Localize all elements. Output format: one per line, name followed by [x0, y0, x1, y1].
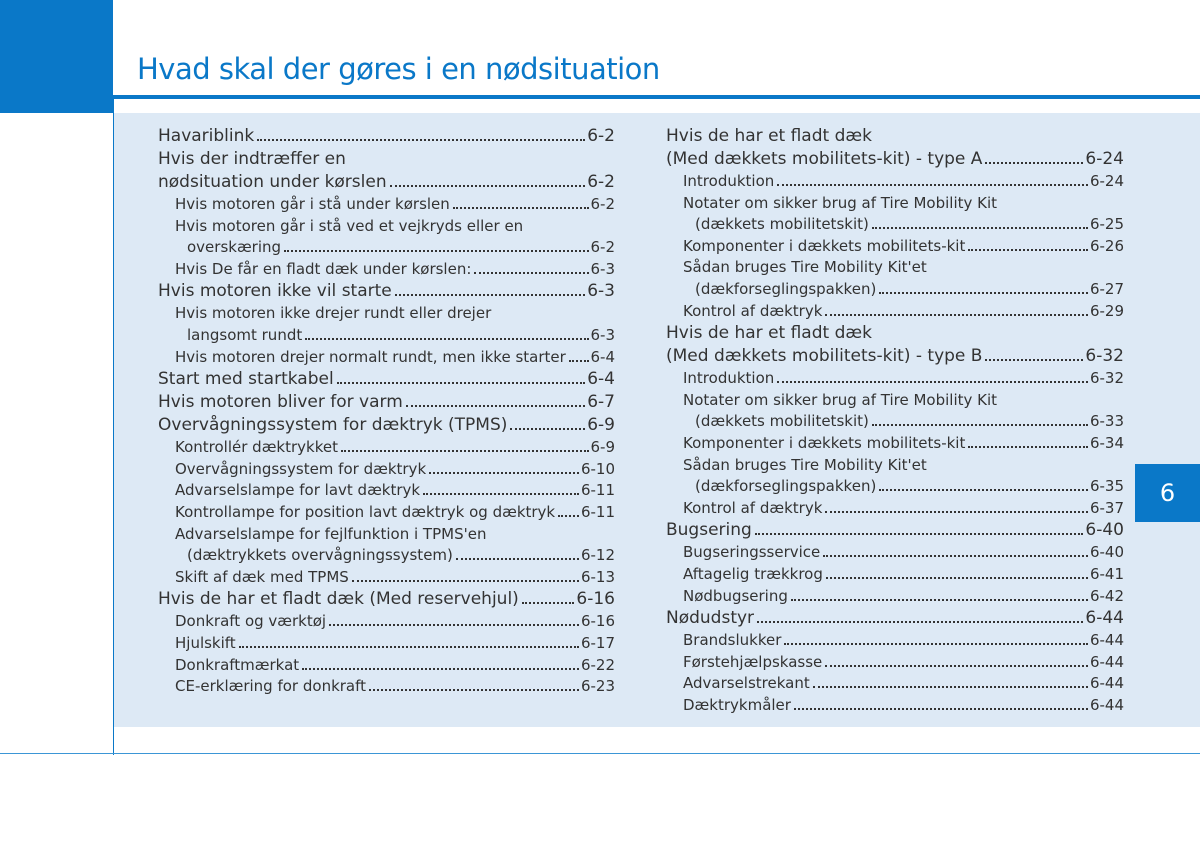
dot-leader — [968, 446, 1088, 448]
dot-leader — [755, 533, 1084, 535]
dot-leader — [429, 472, 579, 474]
dot-leader — [813, 686, 1088, 688]
chapter-tab[interactable]: 6 — [1135, 464, 1200, 522]
toc-page-number: 6-11 — [580, 481, 615, 500]
toc-entry[interactable] — [666, 148, 1124, 171]
dot-leader — [558, 515, 579, 517]
dot-leader — [510, 428, 585, 430]
dot-leader — [825, 314, 1088, 316]
toc-page-number: 6-44 — [1089, 631, 1124, 650]
title-underline — [113, 95, 1200, 99]
dot-leader — [284, 250, 588, 252]
dot-leader — [784, 643, 1088, 645]
toc-left-column — [158, 125, 615, 698]
toc-entry[interactable] — [158, 676, 615, 698]
toc-entry[interactable] — [666, 630, 1124, 652]
dot-leader — [474, 272, 588, 274]
dot-leader — [777, 381, 1088, 383]
toc-entry[interactable] — [158, 655, 615, 677]
toc-entry-title: Komponenter i dækkets mobilitets-kit — [683, 433, 966, 452]
toc-page-number: 6-3 — [590, 259, 615, 278]
toc-entry[interactable] — [158, 125, 615, 148]
toc-entry[interactable] — [666, 673, 1124, 695]
toc-entry-line: Hvis de har et fladt dæk — [666, 126, 872, 146]
dot-leader — [390, 185, 586, 187]
toc-entry[interactable] — [666, 498, 1124, 520]
dot-leader — [522, 602, 575, 604]
toc-entry[interactable] — [666, 279, 1124, 301]
toc-entry[interactable] — [666, 301, 1124, 323]
toc-entry[interactable] — [666, 236, 1124, 258]
toc-entry[interactable] — [158, 325, 615, 347]
dot-leader — [985, 359, 1083, 361]
toc-entry[interactable] — [666, 368, 1124, 390]
toc-entry[interactable] — [158, 171, 615, 194]
toc-page-number: 6-41 — [1089, 564, 1124, 583]
toc-entry-title: Førstehjælpskasse — [683, 652, 823, 671]
toc-page-number: 6-9 — [590, 438, 615, 457]
dot-leader — [569, 360, 589, 362]
toc-entry-title: (dækkets mobilitetskit) — [695, 412, 869, 431]
toc-page-number: 6-3 — [587, 281, 615, 302]
toc-entry-title: Donkraft og værktøj — [175, 612, 327, 631]
toc-entry-line: Notater om sikker brug af Tire Mobility Kit — [683, 193, 998, 212]
dot-leader — [369, 689, 579, 691]
toc-entry[interactable] — [666, 564, 1124, 586]
toc-entry-title: Hvis De får en fladt dæk under kørslen: — [175, 259, 472, 278]
dot-leader — [825, 511, 1088, 513]
toc-entry[interactable] — [158, 459, 615, 481]
toc-page-number: 6-13 — [580, 567, 615, 586]
dot-leader — [406, 405, 585, 407]
toc-page-number: 6-37 — [1089, 498, 1124, 517]
toc-page-number: 6-11 — [580, 502, 615, 521]
toc-entry-title: Brandslukker — [683, 631, 782, 650]
toc-entry-line: Hvis motoren ikke drejer rundt eller drejer — [175, 304, 492, 323]
toc-page-number: 6-34 — [1089, 433, 1124, 452]
toc-entry-title: Introduktion — [683, 369, 775, 388]
toc-page-number: 6-40 — [1085, 520, 1124, 541]
toc-entry-title: Aftagelig trækkrog — [683, 564, 823, 583]
toc-entry-title: Kontrollampe for position lavt dæktryk og dæktryk — [175, 502, 556, 521]
toc-entry-line: Notater om sikker brug af Tire Mobility Kit — [683, 390, 998, 409]
dot-leader — [879, 489, 1088, 491]
toc-entry-title: Hvis de har et fladt dæk (Med reservehjul) — [158, 589, 519, 610]
dot-leader — [791, 599, 1088, 601]
dot-leader — [337, 382, 586, 384]
toc-page-number: 6-44 — [1085, 608, 1124, 629]
toc-entry-title: (Med dækkets mobilitets-kit) - type B — [666, 346, 983, 367]
toc-entry[interactable] — [666, 345, 1124, 368]
toc-entry-title: Overvågningssystem for dæktryk — [175, 459, 427, 478]
toc-entry[interactable] — [666, 652, 1124, 674]
toc-entry[interactable] — [158, 633, 615, 655]
toc-entry[interactable] — [158, 588, 615, 611]
toc-page-number: 6-2 — [590, 238, 615, 257]
toc-entry[interactable] — [158, 391, 615, 414]
toc-page-number: 6-2 — [587, 172, 615, 192]
toc-entry-title: Donkraftmærkat — [175, 655, 300, 674]
toc-entry-line: Hvis motoren går i stå ved et vejkryds eller en — [175, 216, 524, 235]
toc-entry[interactable] — [666, 214, 1124, 236]
dot-leader — [823, 555, 1088, 557]
toc-entry-line: Hvis de har et fladt dæk — [666, 323, 872, 344]
toc-entry[interactable] — [158, 414, 615, 437]
dot-leader — [352, 580, 579, 582]
toc-entry-title: Overvågningssystem for dæktryk (TPMS) — [158, 415, 508, 436]
dot-leader — [423, 493, 579, 495]
dot-leader — [825, 665, 1088, 667]
toc-page-number: 6-40 — [1089, 543, 1124, 562]
toc-page-number: 6-4 — [590, 347, 615, 366]
toc-page-number: 6-32 — [1089, 369, 1124, 388]
toc-page-number: 6-24 — [1085, 149, 1124, 169]
toc-entry[interactable] — [666, 586, 1124, 608]
toc-entry-title: (dækkets mobilitetskit) — [695, 215, 869, 234]
dot-leader — [872, 227, 1088, 229]
toc-page-number: 6-35 — [1089, 477, 1124, 496]
toc-entry-title: Dæktrykmåler — [683, 695, 791, 714]
dot-leader — [257, 139, 585, 141]
dot-leader — [239, 646, 579, 648]
toc-entry[interactable] — [666, 411, 1124, 433]
toc-page-number: 6-9 — [587, 415, 615, 436]
toc-entry-title: Havariblink — [158, 126, 255, 146]
dot-leader — [879, 292, 1088, 294]
toc-entry[interactable] — [158, 545, 615, 567]
toc-entry-line: Sådan bruges Tire Mobility Kit'et — [683, 258, 927, 277]
toc-page-number: 6-44 — [1089, 674, 1124, 693]
toc-entry[interactable] — [158, 194, 615, 216]
toc-page-number: 6-32 — [1085, 346, 1124, 367]
toc-entry[interactable] — [158, 280, 615, 303]
toc-entry[interactable] — [158, 502, 615, 524]
toc-entry-line: Hvis der indtræffer en — [158, 149, 346, 169]
toc-entry[interactable] — [158, 611, 615, 633]
toc-page-number: 6-33 — [1089, 412, 1124, 431]
toc-entry-title: Hvis motoren bliver for varm — [158, 392, 403, 413]
dot-leader — [757, 621, 1083, 623]
toc-entry-title: nødsituation under kørslen — [158, 172, 387, 192]
toc-entry-title: Introduktion — [683, 172, 775, 190]
toc-page-number: 6-44 — [1089, 695, 1124, 714]
toc-entry[interactable] — [158, 437, 615, 459]
dot-leader — [794, 708, 1088, 710]
toc-page-number: 6-42 — [1089, 586, 1124, 605]
toc-entry-title: Kontrol af dæktryk — [683, 498, 823, 517]
toc-entry-title: Hjulskift — [175, 633, 236, 652]
toc-page-number: 6-3 — [590, 325, 615, 344]
toc-entry-title: Bugseringsservice — [683, 543, 821, 562]
toc-entry-line: Advarselslampe for fejlfunktion i TPMS'en — [175, 524, 487, 543]
toc-page-number: 6-4 — [587, 369, 615, 390]
toc-entry[interactable] — [666, 519, 1124, 542]
toc-entry-title: Hvis motoren går i stå under kørslen — [175, 195, 450, 213]
toc-page-number: 6-16 — [580, 612, 615, 631]
toc-entry-title: Kontrollér dæktrykket — [175, 438, 338, 457]
toc-entry-title: Advarselstrekant — [683, 674, 810, 693]
toc-page-number: 6-23 — [580, 677, 615, 696]
toc-right-column — [666, 125, 1124, 716]
toc-entry-title: overskæring — [187, 238, 282, 257]
toc-page-number: 6-17 — [580, 633, 615, 652]
toc-entry-title: (Med dækkets mobilitets-kit) - type A — [666, 149, 983, 169]
toc-entry-title: CE-erklæring for donkraft — [175, 677, 367, 696]
toc-entry-title: Komponenter i dækkets mobilitets-kit — [683, 236, 966, 255]
toc-entry-title: Nødbugsering — [683, 586, 788, 605]
toc-entry-title: Advarselslampe for lavt dæktryk — [175, 481, 421, 500]
dot-leader — [395, 294, 585, 296]
toc-entry[interactable] — [158, 480, 615, 502]
toc-page-number: 6-25 — [1089, 215, 1124, 234]
dot-leader — [968, 249, 1088, 251]
toc-entry-title: (dækforseglingspakken) — [695, 279, 877, 298]
dot-leader — [305, 338, 588, 340]
toc-page-number: 6-22 — [580, 655, 615, 674]
dot-leader — [872, 424, 1088, 426]
toc-entry[interactable] — [666, 695, 1124, 717]
toc-page-number: 6-26 — [1089, 236, 1124, 255]
toc-page-number: 6-44 — [1089, 652, 1124, 671]
toc-entry[interactable] — [666, 542, 1124, 564]
bottom-rule — [0, 753, 1200, 754]
dot-leader — [302, 668, 579, 670]
toc-entry[interactable] — [158, 259, 615, 281]
toc-entry[interactable] — [666, 607, 1124, 630]
toc-entry-title: Nødudstyr — [666, 608, 755, 629]
toc-entry[interactable] — [666, 171, 1124, 193]
toc-entry-title: Start med startkabel — [158, 369, 334, 390]
toc-entry-title: Hvis motoren drejer normalt rundt, men ikke starter — [175, 347, 566, 366]
toc-entry[interactable] — [158, 347, 615, 369]
toc-entry[interactable] — [666, 433, 1124, 455]
toc-page-number: 6-10 — [580, 459, 615, 478]
toc-entry-title: (dæktrykkets overvågningssystem) — [187, 546, 453, 565]
dot-leader — [329, 624, 579, 626]
toc-page-number: 6-2 — [590, 195, 615, 213]
dot-leader — [777, 184, 1088, 186]
toc-entry-title: Skift af dæk med TPMS — [175, 567, 349, 586]
dot-leader — [826, 577, 1088, 579]
toc-page-number: 6-16 — [576, 589, 615, 610]
page-title: Hvad skal der gøres i en nødsituation — [137, 52, 660, 86]
toc-entry[interactable] — [158, 368, 615, 391]
toc-entry-title: langsomt rundt — [187, 325, 303, 344]
toc-entry[interactable] — [158, 237, 615, 259]
toc-page-number: 6-2 — [587, 126, 615, 146]
toc-page-number: 6-7 — [587, 392, 615, 413]
corner-color-block — [0, 0, 113, 113]
toc-entry-title: Bugsering — [666, 520, 752, 541]
dot-leader — [341, 450, 589, 452]
toc-page-number: 6-12 — [580, 546, 615, 565]
toc-entry-title: Kontrol af dæktryk — [683, 301, 823, 320]
toc-entry[interactable] — [158, 567, 615, 589]
toc-page-number: 6-27 — [1089, 279, 1124, 298]
toc-page-number: 6-24 — [1089, 172, 1124, 190]
dot-leader — [985, 162, 1083, 164]
toc-entry-line: Sådan bruges Tire Mobility Kit'et — [683, 455, 927, 474]
toc-entry-title: Hvis motoren ikke vil starte — [158, 281, 392, 302]
dot-leader — [456, 558, 579, 560]
toc-page-number: 6-29 — [1089, 301, 1124, 320]
toc-entry-title: (dækforseglingspakken) — [695, 477, 877, 496]
toc-entry[interactable] — [666, 476, 1124, 498]
dot-leader — [453, 207, 589, 209]
